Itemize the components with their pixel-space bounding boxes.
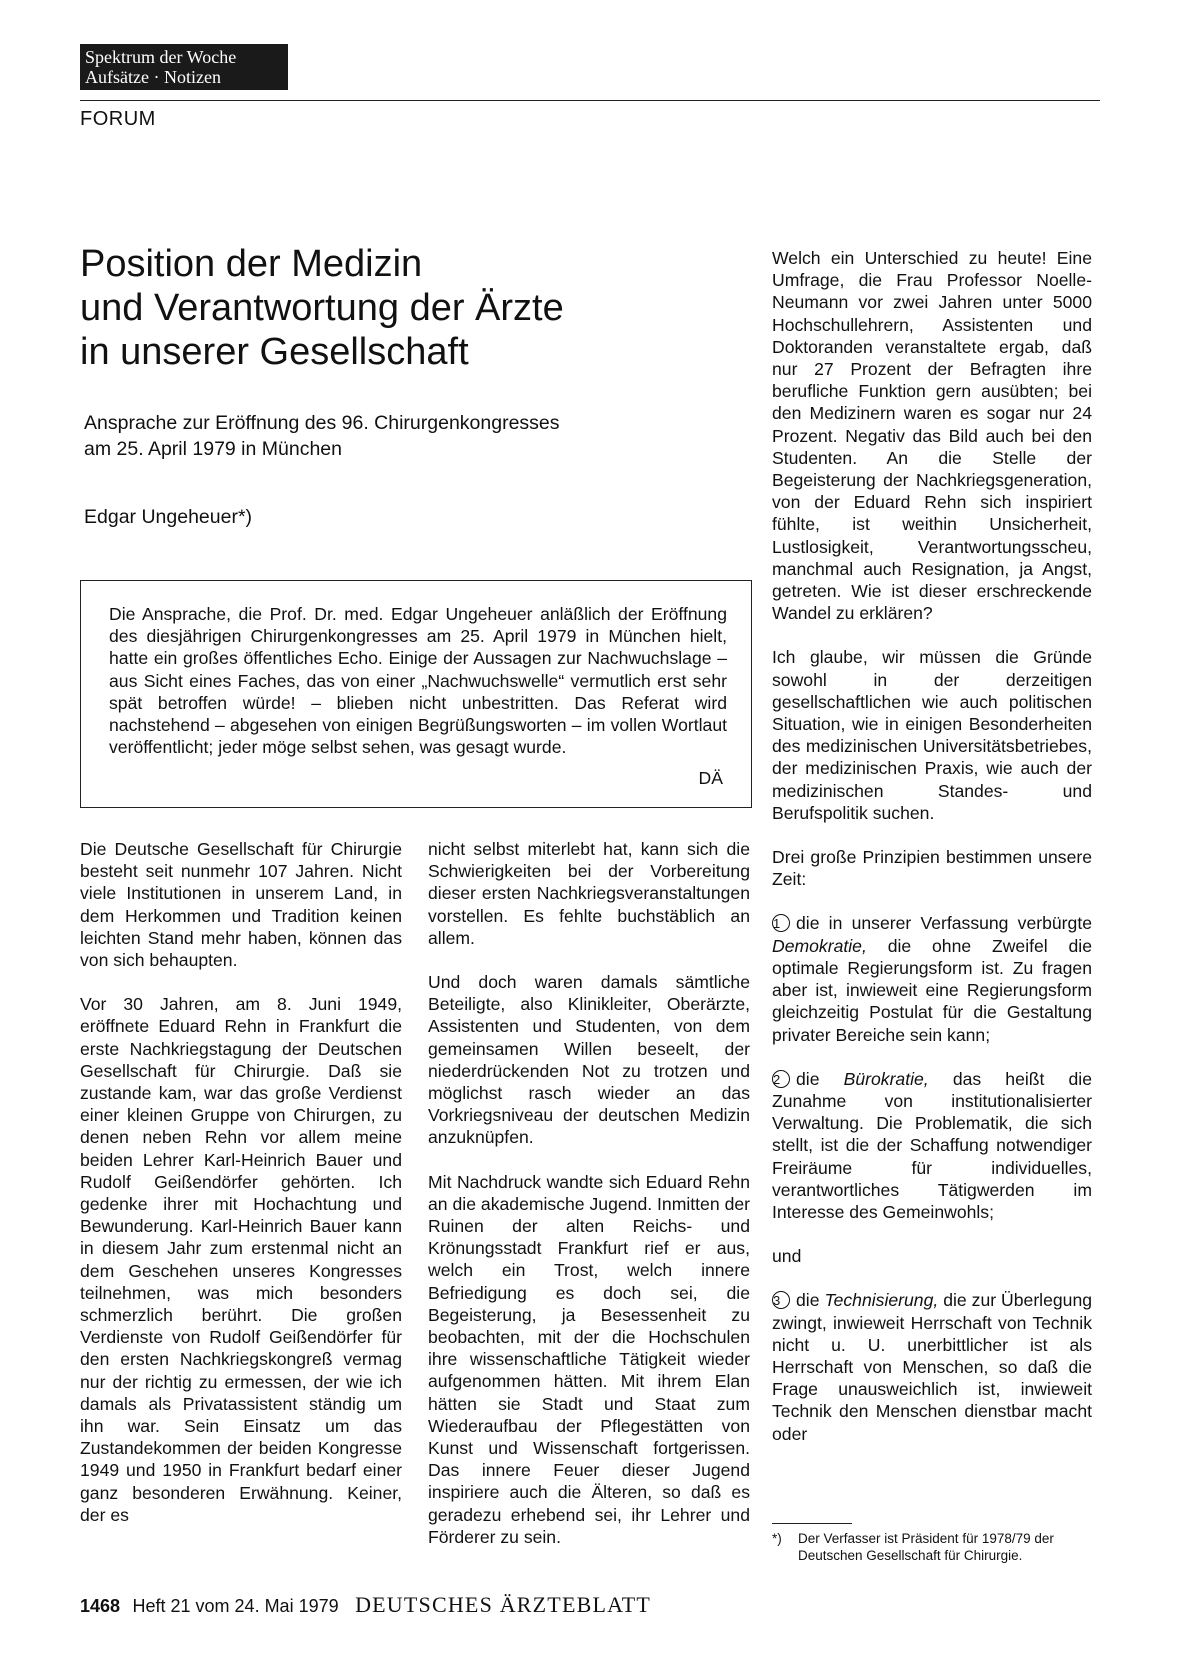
paragraph: Welch ein Unterschied zu heute! Eine Umfrage, die Frau Professor Noelle-Neumann vor zwei Jahren unter 5000 Hochschullehrern, Assistenten und Doktoranden veranstaltete ergab, daß nur 27 Prozent der Befragten ihre berufliche Funktion gern ausübten; bei den Medizinern waren es sogar nur 24 Prozent. Negativ das Bild auch bei den Studenten. An die Stelle der Begeisterung der Nachkriegsgeneration, von der Eduard Rehn sich inspiriert fühlte, ist weithin Unsicherheit, Lustlosigkeit, Verantwortungsscheu, manchmal auch Resignation, ja Angst, getreten. Wie ist dieser erschreckende Wandel zu erklären? [772,248,1092,624]
issue-info: Heft 21 vom 24. Mai 1979 [132,1596,339,1616]
footnote-mark: *) [772,1531,782,1546]
section-label: Spektrum der Woche [85,47,237,67]
subtitle-line: Ansprache zur Eröffnung des 96. Chirurgenkongresses [84,412,560,434]
paragraph: nicht selbst miterlebt hat, kann sich die Schwierigkeiten bei der Vorbereitung dieser ersten Nachkriegsveranstaltungen vorstellen. Es fehlte buchstäblich an allem. [428,839,750,948]
circled-number-2: 2 [772,1070,790,1088]
footnote-text: Der Verfasser ist Präsident für 1978/79 der Deutschen Gesellschaft für Chirurgie. [798,1531,1054,1563]
conjunction: und [772,1246,802,1267]
footnote [772,1530,1092,1564]
principle-term: Demokratie, [772,935,867,956]
principle-text: die [796,1068,820,1089]
paragraph: Ich glaube, wir müssen die Gründe sowohl in der derzeitigen gesellschaftlichen wie auch politischen Situation, wie in einigen Besonderheiten des medizinischen Universitätsbetriebes, der medizinischen Praxis, wie auch der medizinischen Standes- und Berufspolitik suchen. [772,647,1092,823]
author-byline: Edgar Ungeheuer*) [84,506,253,528]
paragraph: Mit Nachdruck wandte sich Eduard Rehn an die akademische Jugend. Inmitten der Ruinen der alten Reichs- und Krönungsstadt Frankfurt rief er aus, welch ein Trost, welch innere Befriedigung es doch sei, die Begeisterung, ja Besessenheit zu beobachten, mit der die Hochschulen ihre wissenschaftliche Tätigkeit wieder aufgenommen hätten. Mit ihrem Elan hätten sie Stadt und Staat zum Wiederaufbau der Pflegestätten von Kunst und Wissenschaft fortgerissen. Das innere Feuer dieser Jugend inspiriere auch die Älteren, so daß es geradezu erhebend sei, ihr Lehrer und Förderer zu sein. [428,1171,750,1547]
article-subtitle [84,410,684,462]
page-number: 1468 [80,1596,121,1616]
paragraph: Vor 30 Jahren, am 8. Juni 1949, eröffnete Eduard Rehn in Frankfurt die erste Nachkriegstagung der Deutschen Gesellschaft für Chirurgie. Daß sie zustande kam, war das große Verdienst einer kleinen Gruppe von Chirurgen, zu denen neben Rehn vor allem meine beiden Lehrer Karl-Heinrich Bauer und Rudolf Geißendörfer gehörten. Ich gedenke ihrer mit Hochachtung und Bewunderung. Karl-Heinrich Bauer kann in diesem Jahr zum erstenmal nicht an dem Geschehen unseres Kongresses teilnehmen, was mich besonders schmerzlich berührt. Die großen Verdienste von Rudolf Geißendörfer für den ersten Nachkriegskongreß vermag nur der richtig zu ermessen, der wie ich damals als Privatassistent ständig um ihn war. Sein Einsatz um das Zustandekommen der beiden Kongresse 1949 und 1950 in Frankfurt bedarf einer ganz besonderen Erwähnung. Keiner, der es [80,994,402,1525]
principle-text: die ohne Zweifel die optimale Regierungsform ist. Zu fragen aber ist, inwieweit eine Regierungsform gleichzeitig Postulat für die Gestaltung privater Bereiche sein kann; [772,935,1092,1045]
article-title [80,242,720,374]
principle-text: die in unserer Verfassung verbürgte [796,913,1092,934]
principle-item [772,1068,1092,1223]
journal-name: DEUTSCHES ÄRZTEBLATT [355,1592,652,1617]
section-sublabel: Aufsätze · Notizen [85,67,221,87]
page-footer [80,1592,651,1618]
rubric-label: FORUM [80,108,156,130]
text-column-3 [772,247,1092,1467]
principle-item [772,912,1092,1045]
intro-box [80,580,752,808]
intro-signature: DÄ [698,768,723,788]
paragraph: Die Deutsche Gesellschaft für Chirurgie besteht seit nunmehr 107 Jahren. Nicht viele Institutionen in unserem Land, in dem Herkommen und Tradition keinen leichten Stand mehr haben, können das von sich behaupten. [80,839,402,971]
footnote-rule [772,1523,852,1524]
circled-number-1: 1 [772,914,790,932]
principle-text: das heißt die Zunahme von institutionalisierter Verwaltung. Die Problematik, die sich stellt, ist die der Schaffung notwendiger Freiräume für individuelles, verantwortliches Tätigwerden im Interesse des Gemeinwohls; [772,1068,1093,1222]
intro-text: Die Ansprache, die Prof. Dr. med. Edgar Ungeheuer anläßlich der Eröffnung des diesjährigen Chirurgenkongresses am 25. April 1979 in München hielt, hatte ein großes öffentliches Echo. Einige der Aussagen zur Nachwuchslage – aus Sicht eines Faches, das von einer „Nachwuchswelle“ vermutlich erst sehr spät betroffen würde! – blieben nicht unbestritten. Das Referat wird nachstehend – abgesehen von einigen Begrüßungsworten – im vollen Wortlaut veröffentlicht; jeder möge selbst sehen, was gesagt wurde. [109,604,727,758]
title-line: und Verantwortung der Ärzte [80,287,564,329]
section-badge [80,44,288,90]
principle-text: die zur Überlegung zwingt, inwieweit Herrschaft von Technik nicht u. U. unerbittlicher ist als Herrschaft von Menschen, so daß die Frage unausweichlich ist, inwieweit Technik den Menschen dienstbar macht oder [772,1290,1093,1444]
paragraph: Und doch waren damals sämtliche Beteiligte, also Klinikleiter, Oberärzte, Assistenten und Studenten, von dem gemeinsamen Willen beseelt, der niederdrückenden Not zu trotzen und möglichst rasch wieder an das Vorkriegsniveau der deutschen Medizin anzuknüpfen. [428,972,750,1148]
principle-text: die [796,1290,820,1311]
paragraph: Drei große Prinzipien bestimmen unsere Zeit: [772,847,1092,890]
principle-term: Bürokratie, [843,1068,929,1089]
text-column-1 [80,838,402,1548]
principle-term: Technisierung, [824,1290,939,1311]
header-rule [80,100,1100,101]
title-line: in unserer Gesellschaft [80,331,469,373]
text-column-2 [428,838,750,1570]
circled-number-3: 3 [772,1291,790,1309]
subtitle-line: am 25. April 1979 in München [84,438,342,460]
principle-item [772,1289,1092,1444]
title-line: Position der Medizin [80,243,423,285]
